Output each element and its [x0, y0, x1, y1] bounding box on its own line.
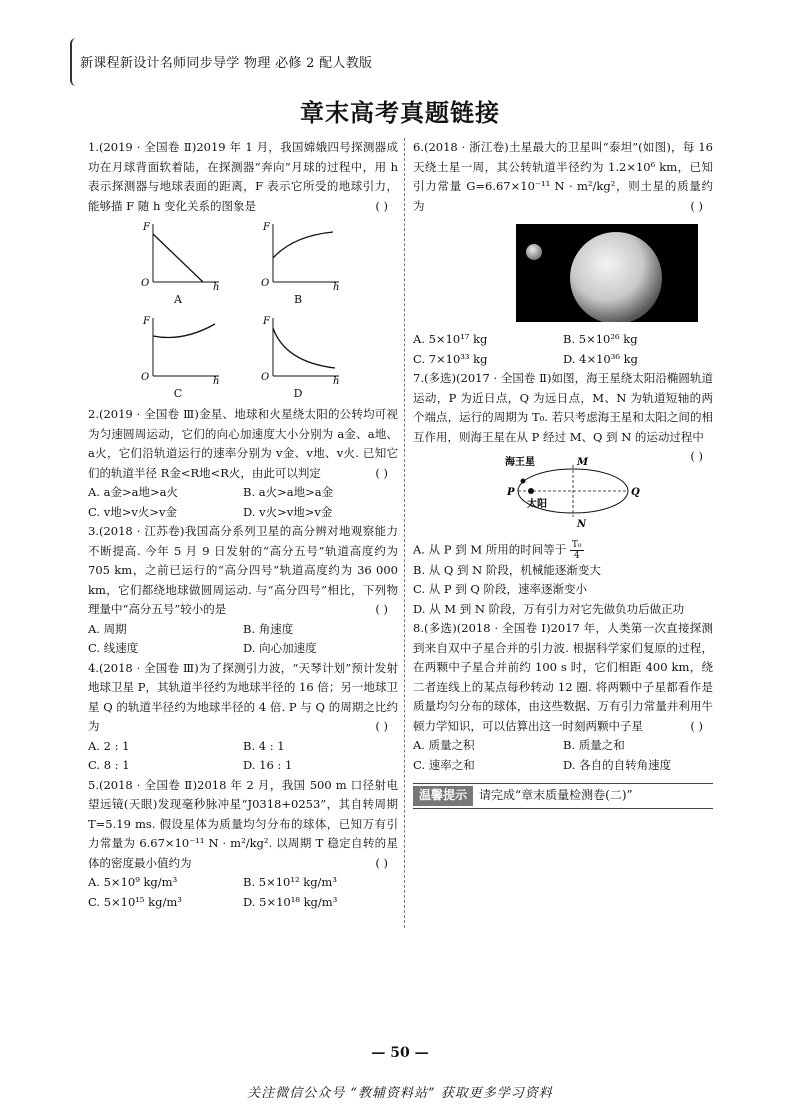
option-a-text: A. 从 P 到 M 所用的时间等于 — [413, 542, 567, 556]
option-b: B. 5×10²⁶ kg — [563, 332, 638, 346]
planet-illustration — [516, 224, 698, 322]
question-6 — [413, 138, 713, 216]
orbit-diagram — [503, 451, 713, 536]
graph-c-label: C — [173, 386, 183, 400]
question-7 — [413, 369, 713, 463]
question-7-options — [413, 540, 713, 620]
graph-a-axis-h: h — [213, 282, 220, 290]
titan-moon — [526, 244, 542, 260]
question-1 — [88, 138, 398, 216]
footer-note: 关注微信公众号 “教辅资料站” 获取更多学习资料 — [247, 1086, 553, 1101]
graph-d-axis-f: F — [263, 315, 270, 327]
answer-blank: ( ) — [375, 198, 388, 213]
question-7-stem: 7.(多选)(2017 · 全国卷 Ⅱ)如图，海王星绕太阳沿椭圆轨道运动，P 为近日点，Q 为远日点，M、N 为轨道短轴的两个端点，运行的周期为 T₀. 若只考虑海王星和太阳之间的相互作用，则海王星在从 P 经过 M、Q 到 N 的运动过程中 — [413, 371, 713, 444]
question-6-options — [413, 330, 713, 369]
answer-blank: ( ) — [375, 465, 388, 480]
question-3-stem: 3.(2018 · 江苏卷)我国高分系列卫星的高分辨对地观察能力不断提高. 今年 5 月 9 日发射的“高分五号”轨道高度约为 705 km，之前已运行的“高分四号”轨道高度约为 36 000 km，它们都绕地球做圆周运动. 与“高分四号”相比，下列物理量中“高分五号”较小的是 — [88, 524, 398, 616]
fraction-numerator: T₀ — [571, 539, 582, 550]
saturn-titan-photo — [516, 224, 698, 322]
option-b: B. 角速度 — [243, 621, 294, 636]
question-4-stem: 4.(2018 · 全国卷 Ⅲ)为了探测引力波，“天琴计划”预计发射地球卫星 P，其轨道半径约为地球半径的 16 倍；另一地球卫星 Q 的轨道半径约为地球半径的 4 倍. P 与 Q 的周期之比约为 — [88, 660, 398, 733]
option-d: D. 向心加速度 — [243, 641, 317, 655]
graph-d-label: D — [293, 386, 303, 400]
option-c: C. 从 P 到 Q 阶段，速率逐渐变小 — [413, 582, 587, 596]
option-d: D. 从 M 到 N 阶段，万有引力对它先做负功后做正功 — [413, 601, 685, 616]
sun-dot — [528, 488, 534, 494]
label-n: N — [577, 519, 587, 529]
graph-c — [118, 314, 238, 404]
option-b: B. 5×10¹² kg/m³ — [243, 875, 337, 889]
option-d: D. 4×10³⁶ kg — [563, 351, 638, 366]
graph-a — [118, 220, 238, 310]
question-2 — [88, 405, 398, 483]
graph-a-label: A — [174, 293, 182, 306]
option-a: A. 质量之积 — [413, 738, 475, 752]
neptune-orbit — [503, 451, 643, 529]
question-5-stem: 5.(2018 · 全国卷 Ⅱ)2018 年 2 月，我国 500 m 口径射电望远镜(天眼)发现毫秒脉冲星“J0318+0253”，其自转周期 T=5.19 ms. 假设星体为质量均匀分布的球体，已知万有引力常量为 6.67×10⁻¹¹ N · m²/kg². 以周期 T 稳定自转的星体的密度最小值约为 — [88, 777, 398, 870]
option-a: A. 周期 — [88, 621, 127, 636]
graph-b-origin: O — [261, 278, 270, 289]
reminder-box — [413, 783, 713, 809]
answer-blank: ( ) — [690, 718, 703, 733]
graph-c-axis-f: F — [143, 315, 150, 327]
answer-blank: ( ) — [375, 602, 388, 616]
option-b: B. a火>a地>a金 — [243, 485, 334, 499]
question-2-stem: 2.(2019 · 全国卷 Ⅲ)金星、地球和火星绕太阳的公转均可视为匀速圆周运动，它们的向心加速度大小分别为 a金、a地、a火，它们沿轨道运行的速率分别为 v金、v地、v火. 已知它们的轨道半径 R金<R地<R火，由此可以判定 — [88, 407, 398, 480]
graph-d-origin: O — [261, 371, 270, 383]
option-a — [413, 540, 713, 561]
option-a: A. 2 : 1 — [88, 738, 130, 753]
option-d: D. 5×10¹⁸ kg/m³ — [243, 894, 338, 909]
option-b: B. 质量之和 — [563, 738, 625, 752]
neptune-dot — [521, 479, 526, 484]
graph-c-plot — [133, 314, 223, 384]
graph-a-plot — [133, 220, 223, 290]
graph-b — [238, 220, 358, 310]
answer-blank: ( ) — [375, 855, 388, 870]
option-c: C. 线速度 — [88, 641, 139, 655]
graph-a-origin: O — [141, 278, 150, 289]
question-5 — [88, 776, 398, 874]
graph-b-plot — [253, 220, 343, 290]
question-6-stem: 6.(2018 · 浙江卷)土星最大的卫星叫“泰坦”(如图)，每 16 天绕土星一周，其公转轨道半径约为 1.2×10⁶ km，已知引力常量 G=6.67×10⁻¹¹ N · m²/kg²，则土星的质量约为 — [413, 140, 713, 213]
question-3 — [88, 522, 398, 620]
label-m: M — [577, 457, 589, 468]
fraction-t0-over-4 — [570, 540, 584, 561]
saturn-planet — [570, 232, 662, 322]
question-4-options — [88, 737, 398, 776]
reminder-text: 请完成“章末质量检测卷(二)” — [479, 788, 633, 802]
answer-blank: ( ) — [690, 198, 703, 213]
option-d: D. v火>v地>v金 — [243, 504, 333, 519]
label-q: Q — [631, 487, 640, 498]
graph-b-axis-f: F — [263, 222, 270, 233]
answer-blank: ( ) — [690, 449, 703, 463]
option-c: C. v地>v火>v金 — [88, 504, 177, 519]
graph-d-plot — [253, 314, 343, 384]
option-d: D. 16 : 1 — [243, 758, 293, 772]
left-column — [88, 138, 398, 912]
page-title: 章末高考真题链接 — [300, 99, 500, 127]
option-a: A. a金>a地>a火 — [88, 485, 178, 499]
question-8-stem: 8.(多选)(2018 · 全国卷 Ⅰ)2017 年，人类第一次直接探测到来自双中子星合并的引力波. 根据科学家们复原的过程，在两颗中子星合并前约 100 s 时，它们相距 400 km，绕二者连线上的某点每秒转动 12 圈. 将两颗中子星都看作是质量均匀分布的球体，由这些数据、万有引力常量并利用牛顿力学知识，可以估算出这一时刻两颗中子星 — [413, 621, 713, 733]
option-b: B. 4 : 1 — [243, 738, 285, 753]
option-c: C. 8 : 1 — [88, 758, 130, 772]
graph-c-axis-h: h — [213, 375, 220, 384]
option-a: A. 5×10¹⁷ kg — [413, 332, 488, 346]
option-c: C. 速率之和 — [413, 757, 475, 772]
label-sun: 太阳 — [527, 499, 547, 510]
graph-c-origin: O — [141, 371, 150, 383]
graph-b-axis-h: h — [333, 282, 340, 290]
graph-b-label: B — [293, 293, 303, 306]
graph-d — [238, 314, 358, 404]
option-a: A. 5×10⁹ kg/m³ — [88, 875, 178, 889]
option-c: C. 5×10¹⁵ kg/m³ — [88, 894, 182, 909]
label-p: P — [507, 487, 515, 498]
page-number: — 50 — — [371, 1045, 429, 1061]
question-3-options — [88, 620, 398, 659]
q1-graphs — [118, 220, 358, 403]
graph-a-axis-f: F — [143, 222, 150, 233]
option-b: B. 从 Q 到 N 阶段，机械能逐渐变大 — [413, 562, 601, 577]
header-brace — [70, 38, 80, 86]
right-column — [413, 138, 713, 809]
question-5-options — [88, 873, 398, 912]
fraction-denominator: 4 — [573, 550, 580, 561]
column-divider — [404, 138, 405, 928]
label-neptune: 海王星 — [505, 457, 535, 468]
question-8 — [413, 619, 713, 736]
question-8-options — [413, 736, 713, 775]
running-header: 新课程新设计名师同步导学 物理 必修 2 配人教版 — [80, 56, 373, 71]
reminder-tag: 温馨提示 — [413, 786, 473, 806]
answer-blank: ( ) — [375, 719, 388, 733]
graph-d-axis-h: h — [333, 375, 340, 384]
question-1-stem: 1.(2019 · 全国卷 Ⅱ)2019 年 1 月，我国嫦娥四号探测器成功在月球背面软着陆，在探测器“奔向”月球的过程中，用 h 表示探测器与地球表面的距离，F 表示它所受的地球引力，能够描 F 随 h 变化关系的图象是 — [88, 140, 398, 213]
option-d: D. 各自的自转角速度 — [563, 757, 672, 772]
option-c: C. 7×10³³ kg — [413, 351, 488, 366]
question-4 — [88, 659, 398, 737]
question-2-options — [88, 483, 398, 522]
